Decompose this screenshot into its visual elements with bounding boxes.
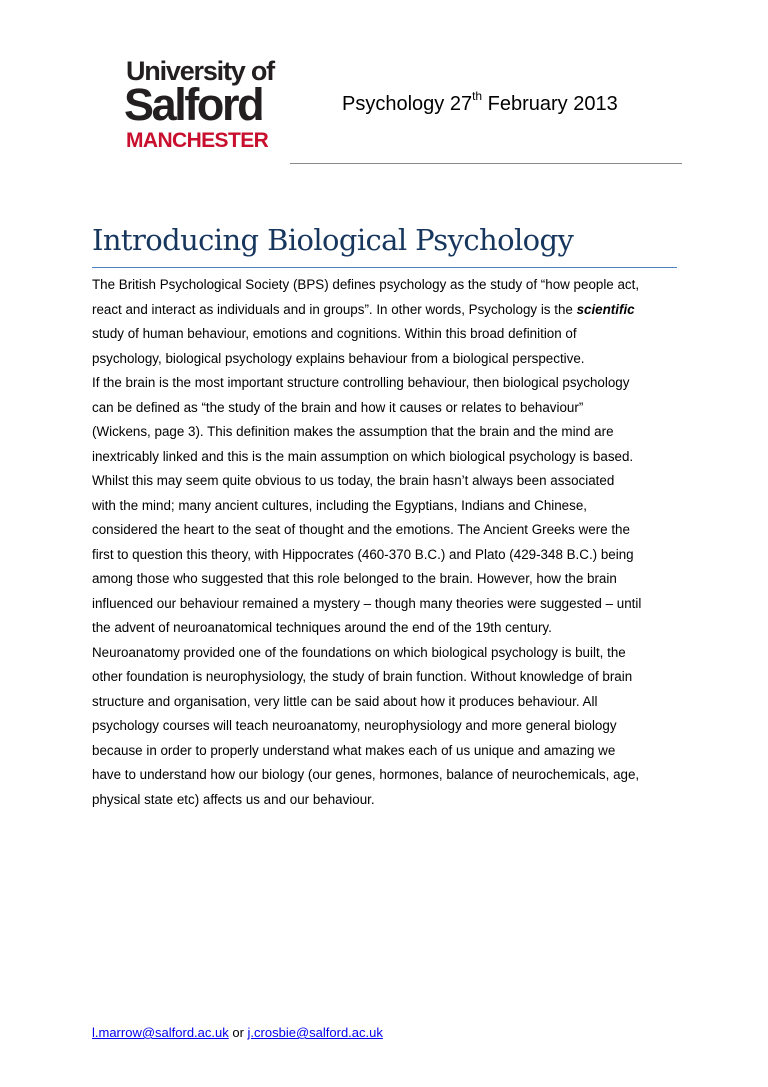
header-date-suffix: th (472, 89, 483, 104)
paragraph-1-line: psychology, biological psychology explains behaviour from a biological perspective. (92, 350, 585, 366)
paragraph-2-line: Whilst this may seem quite obvious to us today, the brain hasn’t always been associated (92, 473, 615, 488)
paragraph-2-line: psychology courses will teach neuroanatomy, neurophysiology and more general biology (92, 718, 617, 733)
page-title: Introducing Biological Psychology (92, 223, 574, 257)
paragraph-1-line (92, 298, 692, 323)
paragraph-2-line: physical state etc) affects us and our behaviour. (92, 791, 375, 807)
logo-line-university-of: University of (126, 56, 274, 86)
paragraph-2-line: first to question this theory, with Hippocrates (460-370 B.C.) and Plato (429-348 B.C.) being (92, 546, 634, 562)
header-date (342, 89, 618, 116)
document-body (92, 268, 692, 812)
paragraph-2 (92, 371, 692, 812)
footer-separator: or (228, 1025, 248, 1040)
email-link-marrow[interactable]: l.marrow@salford.ac.uk (92, 1025, 229, 1040)
paragraph-2-line: Neuroanatomy provided one of the foundations on which biological psychology is built, the (92, 644, 626, 660)
emphasis-scientific: scientific (576, 301, 635, 317)
paragraph-2-line: considered the heart to the seat of thought and the emotions. The Ancient Greeks were the (92, 522, 630, 537)
paragraph-2-line: because in order to properly understand what makes each of us unique and amazing we (92, 742, 616, 758)
paragraph-1-line: study of human behaviour, emotions and cognitions. Within this broad definition of (92, 326, 577, 341)
footer-contacts (92, 1024, 383, 1042)
paragraph-2-line: inextricably linked and this is the main assumption on which biological psychology is based. (92, 448, 634, 464)
logo-line-salford: Salford (124, 79, 263, 130)
paragraph-1-line: The British Psychological Society (BPS) defines psychology as the study of “how people act, (92, 277, 640, 292)
paragraph-2-line: (Wickens, page 3). This definition makes the assumption that the brain and the mind are (92, 424, 614, 439)
paragraph-2-line: other foundation is neurophysiology, the study of brain function. Without knowledge of brain (92, 669, 633, 684)
header-divider (290, 163, 682, 164)
paragraph-2-line: have to understand how our biology (our genes, hormones, balance of neurochemicals, age, (92, 767, 640, 782)
paragraph-2-line: influenced our behaviour remained a mystery – though many theories were suggested – until (92, 595, 642, 611)
paragraph-2-line: structure and organisation, very little can be said about how it produces behaviour. All (92, 693, 598, 709)
paragraph-2-line: among those who suggested that this role belonged to the brain. However, how the brain (92, 571, 617, 586)
paragraph-1 (92, 273, 692, 371)
header-date-rest: February 2013 (482, 93, 618, 115)
email-link-crosbie[interactable]: j.crosbie@salford.ac.uk (247, 1025, 383, 1040)
paragraph-2-line: the advent of neuroanatomical techniques around the end of the 19th century. (92, 620, 552, 635)
paragraph-2-line: with the mind; many ancient cultures, including the Egyptians, Indians and Chinese, (92, 497, 587, 513)
header-date-subject: Psychology 27 (342, 93, 473, 115)
logo-line-manchester: MANCHESTER (126, 129, 269, 152)
paragraph-1-line-text: react and interact as individuals and in groups”. In other words, Psychology is the (92, 301, 577, 317)
paragraph-2-line: can be defined as “the study of the brain and how it causes or relates to behaviour” (92, 399, 584, 415)
paragraph-2-line: If the brain is the most important structure controlling behaviour, then biological psychology (92, 375, 630, 390)
